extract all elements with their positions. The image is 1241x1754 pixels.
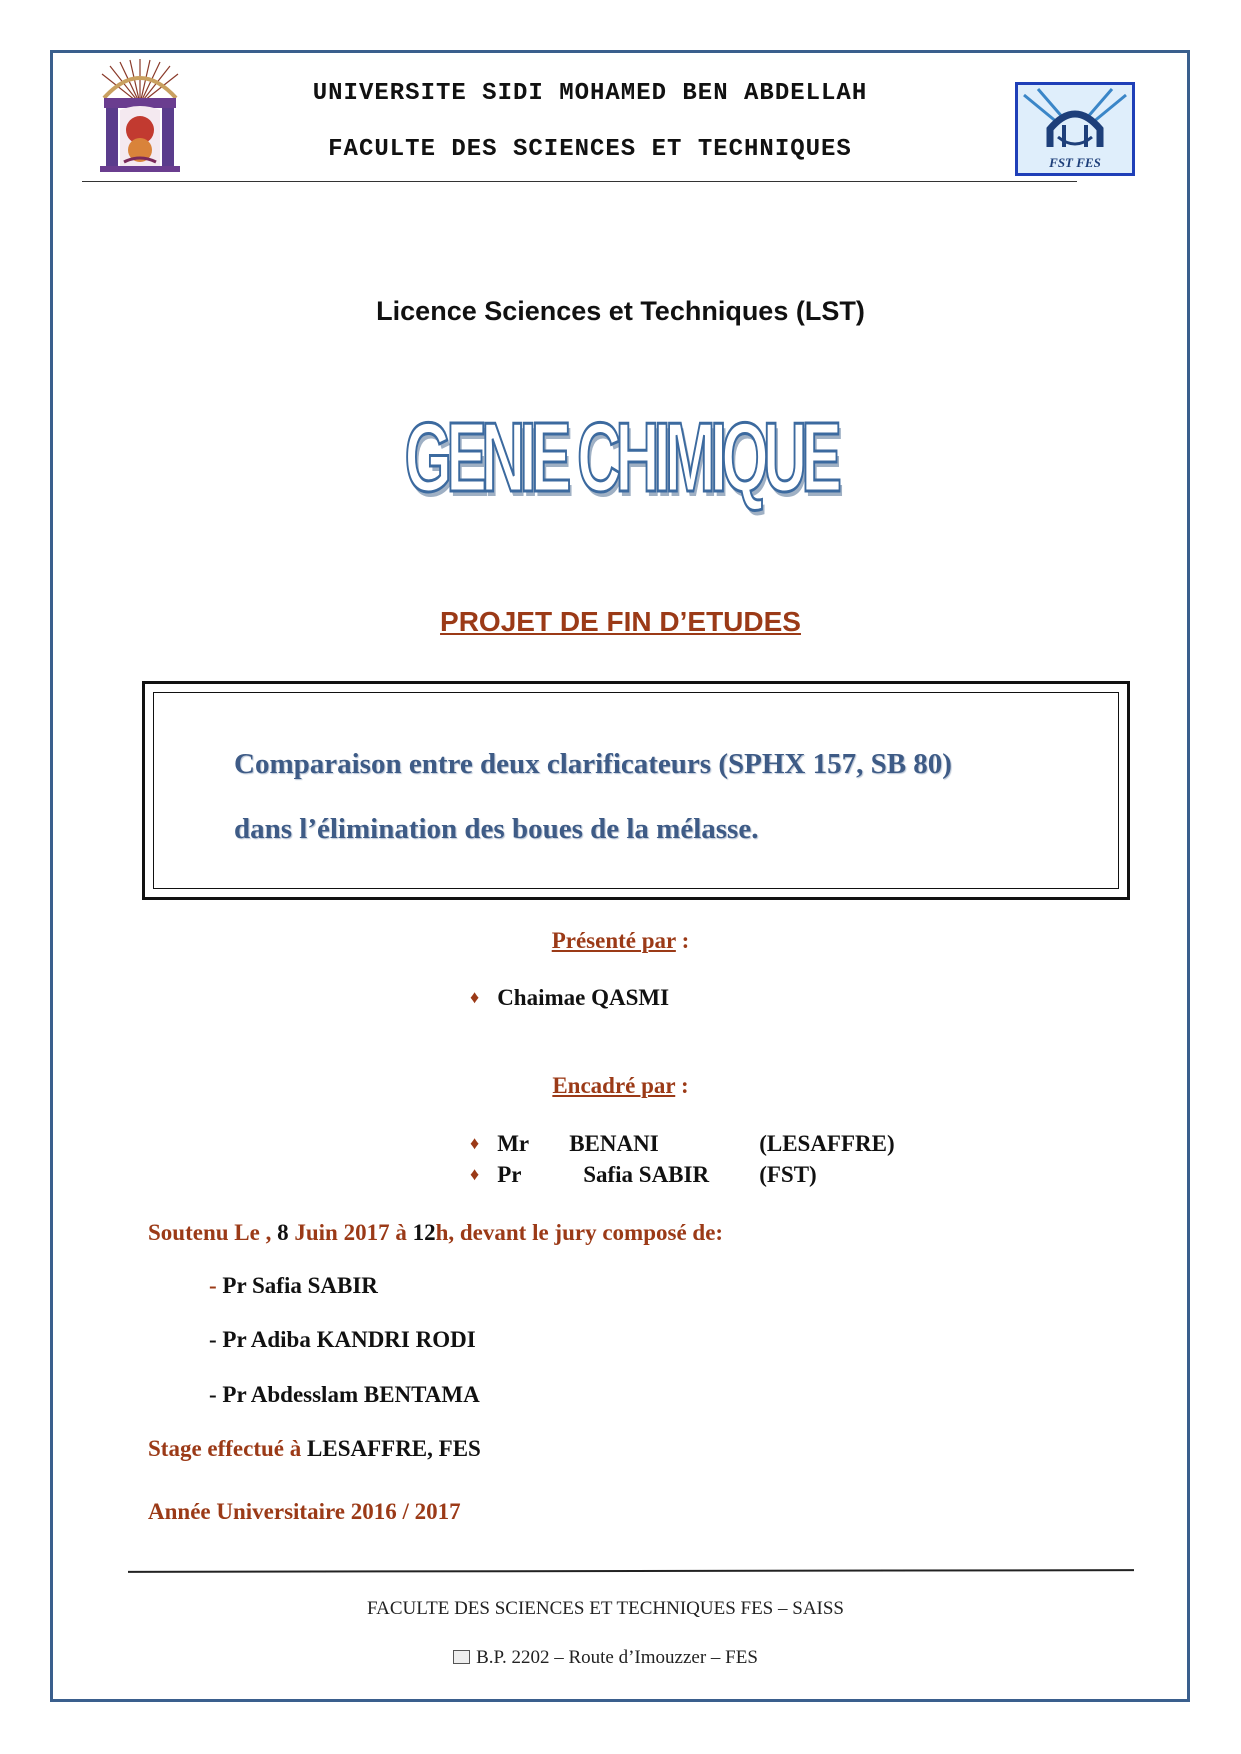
defense-suffix: h, devant le jury composé de: bbox=[435, 1220, 724, 1245]
phone-icon bbox=[453, 1650, 470, 1664]
subject-line-1: Comparaison entre deux clarificateurs (SPHX 157, SB 80) bbox=[234, 748, 952, 780]
subject-line-2: dans l’élimination des boues de la mélasse. bbox=[234, 813, 759, 845]
supervisor-name: BENANI bbox=[569, 1131, 659, 1156]
defense-day: 8 bbox=[277, 1220, 289, 1245]
supervisor-row bbox=[470, 1131, 895, 1157]
subject-inner-border bbox=[153, 692, 1119, 889]
defense-hour: 12 bbox=[412, 1220, 436, 1245]
subject-box bbox=[142, 681, 1130, 900]
university-name: UNIVERSITE SIDI MOHAMED BEN ABDELLAH bbox=[312, 80, 868, 107]
supervisor-org: (FST) bbox=[759, 1162, 817, 1187]
student-name: Chaimae QASMI bbox=[497, 985, 670, 1010]
student-row bbox=[470, 985, 669, 1011]
presented-by-label: Présenté par bbox=[551, 928, 676, 953]
jury-name: Pr Abdesslam BENTAMA bbox=[222, 1382, 480, 1407]
footer-faculty: FACULTE DES SCIENCES ET TECHNIQUES FES – SAISS bbox=[366, 1598, 844, 1619]
jury-dash: - bbox=[209, 1273, 223, 1298]
internship-label: Stage effectué à bbox=[148, 1436, 308, 1461]
project-label: PROJET DE FIN D’ETUDES bbox=[440, 606, 801, 637]
supervisor-row bbox=[470, 1162, 817, 1188]
header-divider bbox=[82, 181, 1077, 182]
footer-address: B.P. 2202 – Route d’Imouzzer – FES bbox=[476, 1647, 758, 1668]
jury-name: Pr Safia SABIR bbox=[222, 1273, 378, 1298]
jury-member bbox=[209, 1273, 378, 1299]
defense-prefix: Soutenu Le , bbox=[148, 1220, 278, 1245]
presented-by-heading bbox=[0, 928, 1241, 954]
department-title: GENIE CHIMIQUE bbox=[404, 402, 837, 512]
diamond-bullet-icon: ♦ bbox=[470, 1133, 480, 1153]
internship-line bbox=[148, 1436, 481, 1462]
supervisor-org: (LESAFFRE) bbox=[759, 1131, 895, 1156]
diamond-bullet-icon: ♦ bbox=[470, 1164, 480, 1184]
supervisor-title: Pr bbox=[497, 1162, 522, 1187]
fst-fes-logo bbox=[1015, 82, 1135, 176]
fst-fes-logo-text: FST FES bbox=[1049, 155, 1101, 170]
internship-place: LESAFFRE, FES bbox=[307, 1436, 481, 1461]
supervisor-title: Mr bbox=[497, 1131, 530, 1156]
jury-member bbox=[209, 1327, 476, 1353]
presented-by-colon: : bbox=[675, 928, 690, 953]
jury-name: Pr Adiba KANDRI RODI bbox=[222, 1327, 476, 1352]
program-name: Licence Sciences et Techniques (LST) bbox=[376, 296, 865, 326]
jury-member bbox=[209, 1382, 480, 1408]
footer-address-line bbox=[0, 1647, 1211, 1669]
university-emblem-icon bbox=[90, 58, 190, 176]
supervised-by-label: Encadré par bbox=[552, 1073, 676, 1098]
academic-year: Année Universitaire 2016 / 2017 bbox=[148, 1499, 461, 1524]
supervised-by-heading bbox=[0, 1073, 1241, 1099]
defense-line bbox=[148, 1220, 723, 1246]
supervised-by-colon: : bbox=[675, 1073, 689, 1098]
supervisor-name: Safia SABIR bbox=[583, 1162, 710, 1187]
jury-dash: - bbox=[209, 1382, 223, 1407]
defense-month-year: Juin 2017 à bbox=[288, 1220, 413, 1245]
diamond-bullet-icon: ♦ bbox=[470, 987, 480, 1007]
faculty-name: FACULTE DES SCIENCES ET TECHNIQUES bbox=[328, 136, 852, 163]
jury-dash: - bbox=[209, 1327, 223, 1352]
